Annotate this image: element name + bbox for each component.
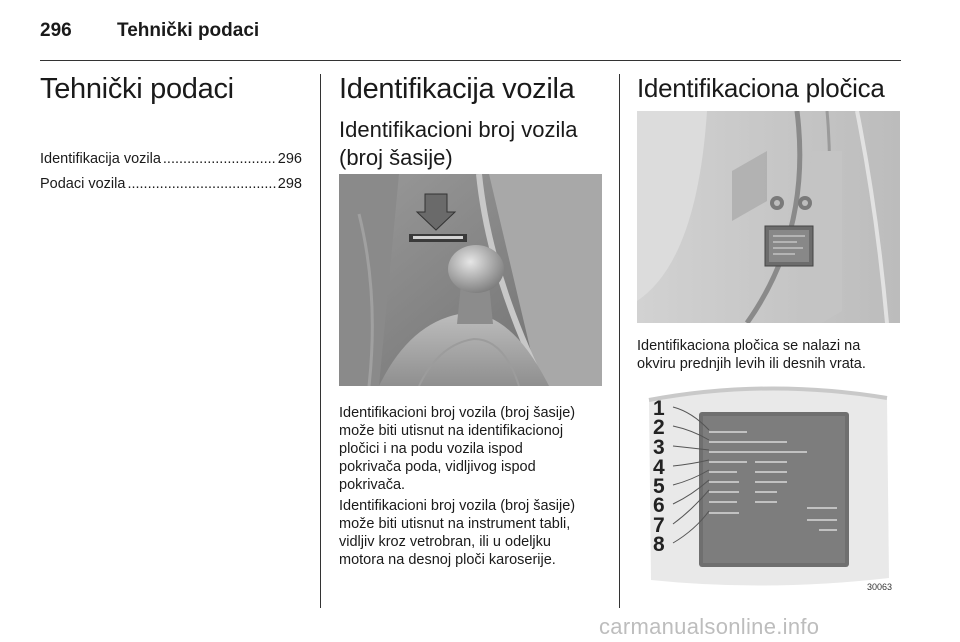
- text-line: motora na desnoj ploči karoserije.: [339, 552, 556, 568]
- plate-callout-7: 7: [653, 514, 665, 537]
- toc-entry[interactable]: [40, 151, 302, 167]
- id-plate-illustration: [637, 380, 900, 598]
- section-title: Identifikacija vozila: [339, 73, 575, 105]
- page-number: 296: [40, 20, 72, 41]
- toc-label: Podaci vozila: [40, 176, 126, 192]
- plate-callout-6: 6: [653, 494, 665, 517]
- paragraph: [339, 497, 607, 569]
- text-line: Identifikaciona pločica se nalazi na: [637, 338, 861, 354]
- plate-callout-8: 8: [653, 533, 665, 556]
- text-line: pokrivača.: [339, 477, 406, 493]
- toc-page: 296: [277, 151, 302, 167]
- plate-callout-4: 4: [653, 456, 665, 479]
- column-divider: [619, 74, 620, 608]
- text-line: može biti utisnut na instrument tabli,: [339, 516, 571, 532]
- plate-callout-5: 5: [653, 475, 665, 498]
- plate-callout-3: 3: [653, 436, 665, 459]
- floor-vin-figure: [339, 174, 602, 386]
- text-line: Identifikacioni broj vozila (broj šasije): [339, 498, 576, 514]
- paragraph: [339, 404, 607, 494]
- floor-vin-illustration: [339, 174, 602, 386]
- subsection-title-line: Identifikacioni broj vozila: [339, 117, 578, 142]
- id-plate-figure: [637, 380, 900, 598]
- text-line: Identifikacioni broj vozila (broj šasije): [339, 405, 576, 421]
- figure-code: 30063: [867, 582, 893, 592]
- subsection-title: [339, 116, 577, 172]
- header-divider: [40, 60, 901, 61]
- subsection-title-line: (broj šasije): [339, 145, 453, 170]
- watermark: carmanualsonline.info: [599, 614, 820, 639]
- text-line: pokrivača poda, vidljivog ispod: [339, 459, 536, 475]
- text-line: vidljiv kroz vetrobran, ili u odeljku: [339, 534, 551, 550]
- chapter-title: Tehnički podaci: [40, 73, 234, 105]
- running-header-title: Tehnički podaci: [117, 20, 260, 41]
- plate-callout-1: 1: [653, 397, 665, 420]
- toc-entry[interactable]: [40, 176, 302, 192]
- paragraph: [637, 337, 905, 373]
- column-divider: [320, 74, 321, 608]
- plate-callout-2: 2: [653, 416, 665, 439]
- toc-leader: [163, 151, 276, 167]
- text-line: pločici i na podu vozila ispod: [339, 441, 523, 457]
- toc-leader: [127, 176, 275, 192]
- section-title: Identifikaciona pločica: [637, 73, 885, 103]
- door-pillar-figure: [637, 111, 900, 323]
- text-line: može biti utisnut na identifikacionoj: [339, 423, 564, 439]
- door-pillar-illustration: [637, 111, 900, 323]
- text-line: okviru prednjih levih ili desnih vrata.: [637, 356, 866, 372]
- toc-label: Identifikacija vozila: [40, 151, 161, 167]
- toc-page: 298: [277, 176, 302, 192]
